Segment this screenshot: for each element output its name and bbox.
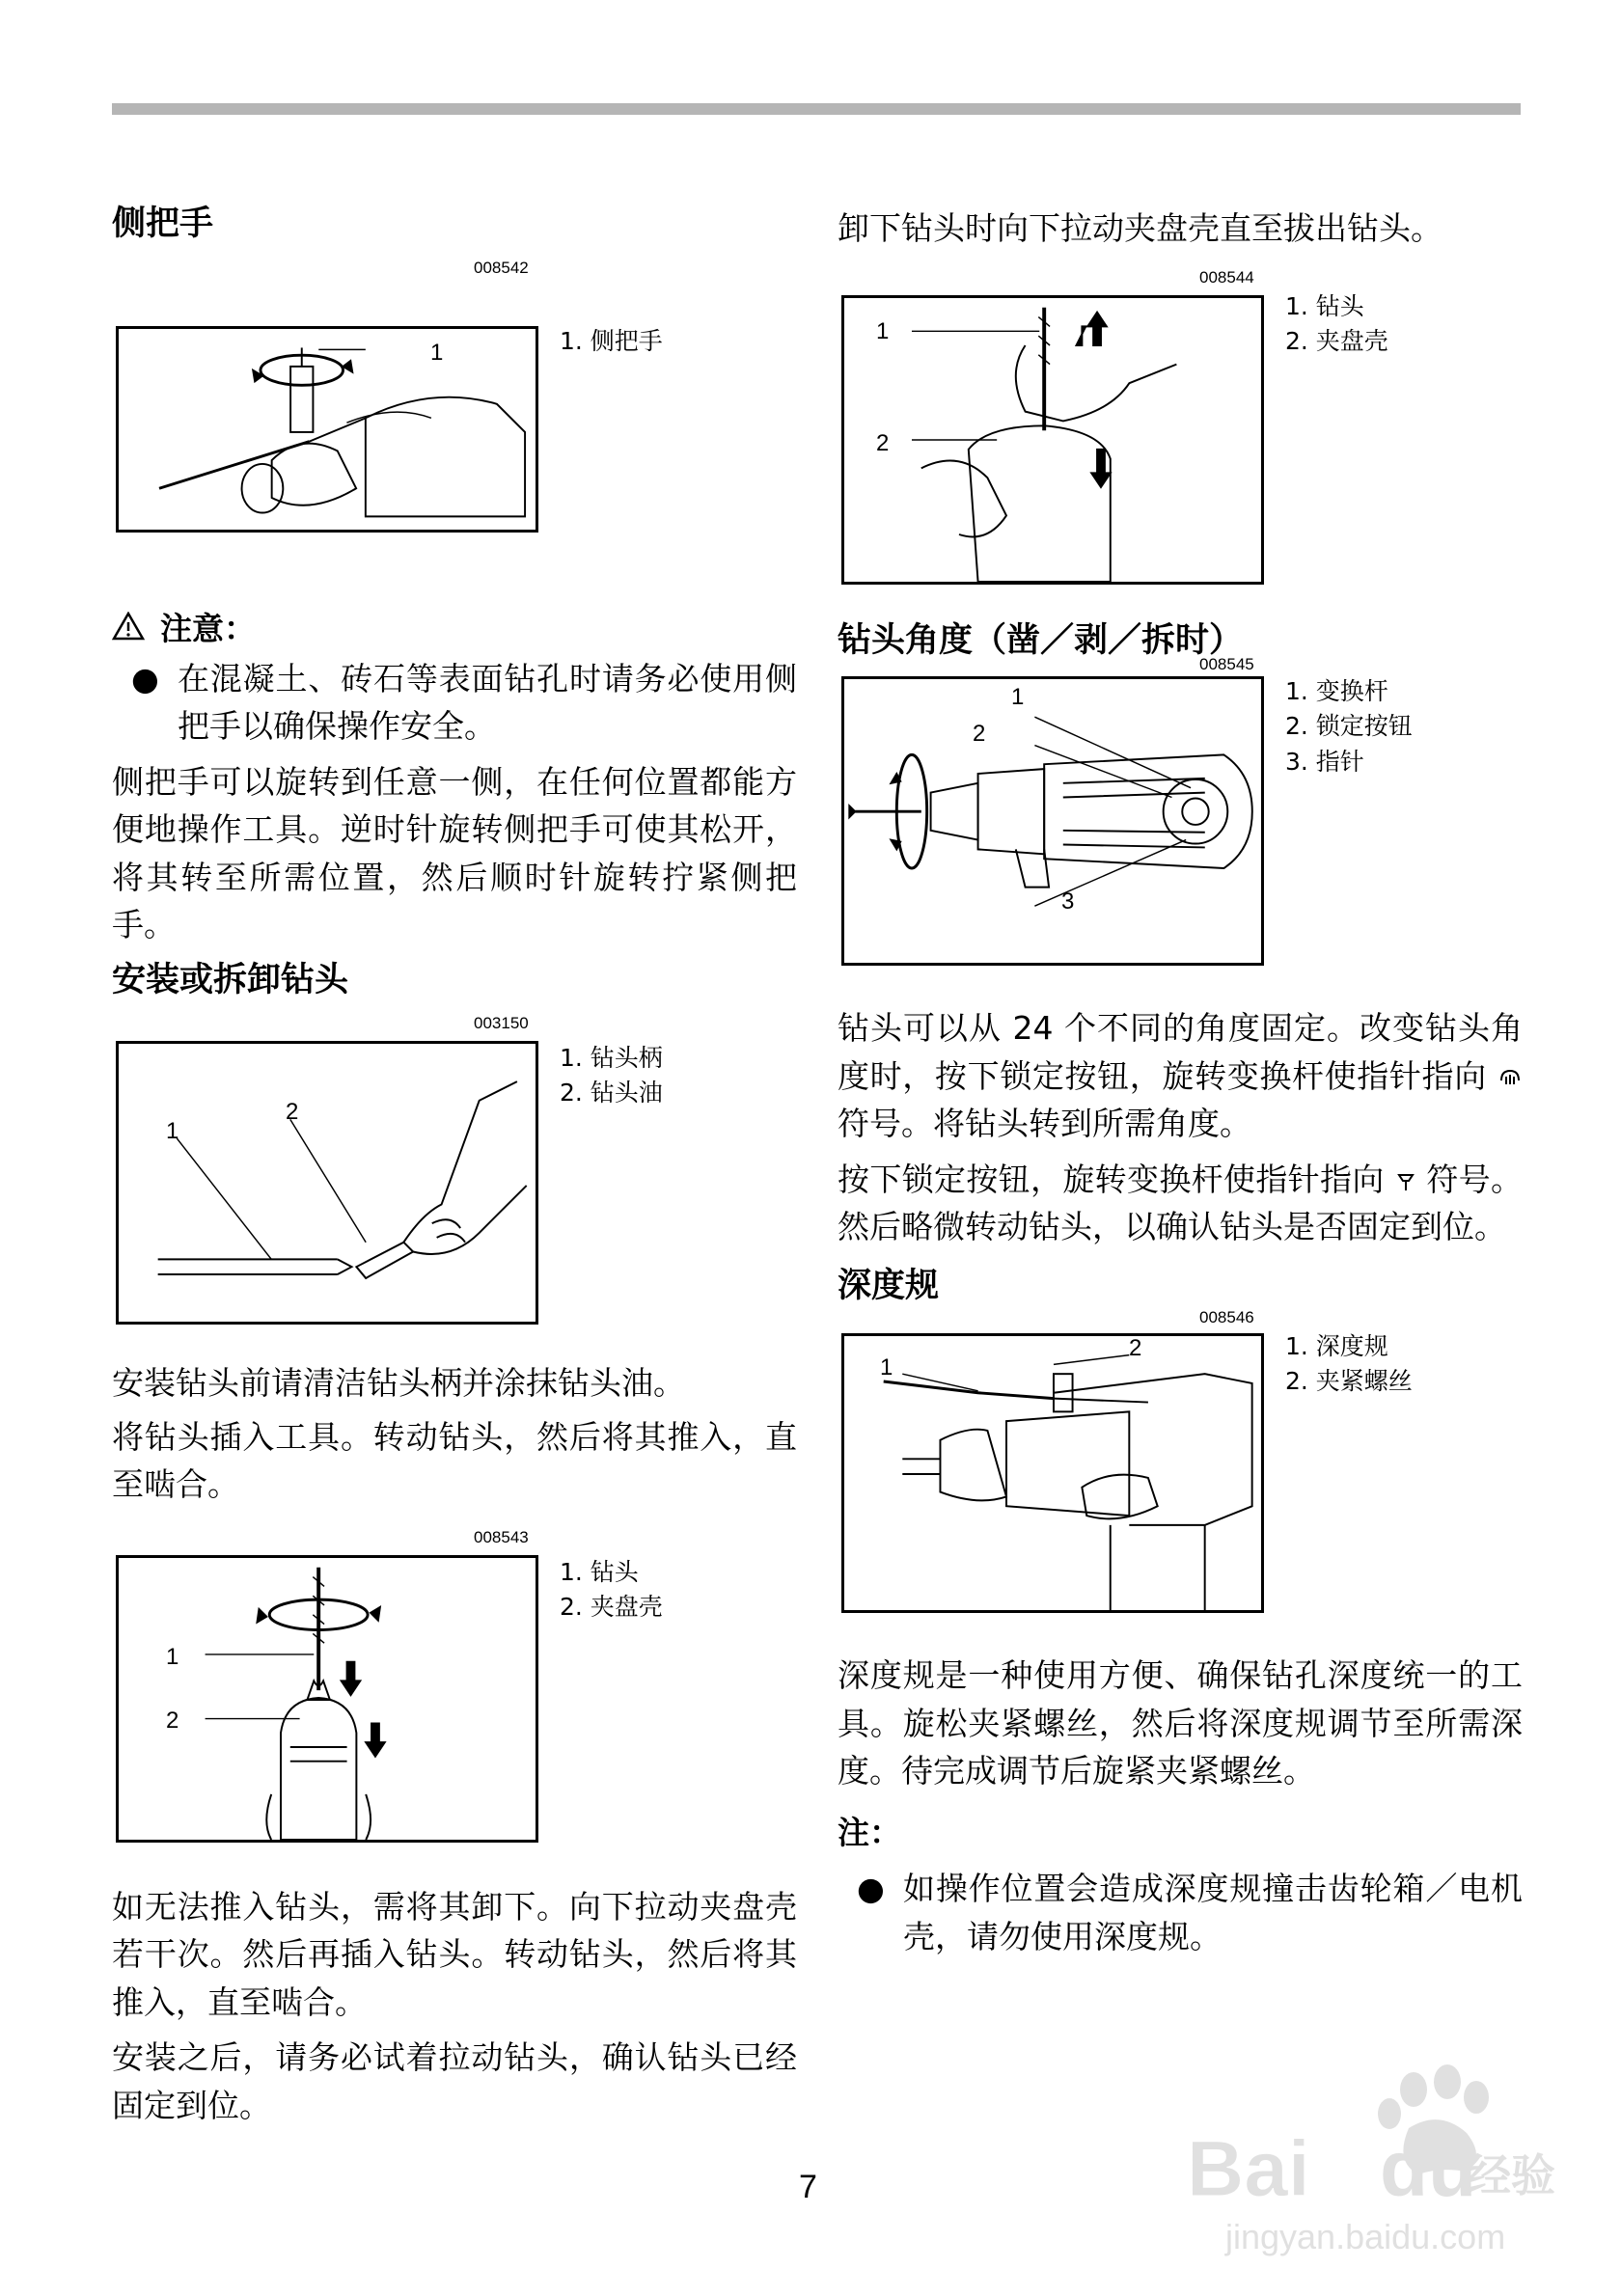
figure-code: 008546: [1199, 1308, 1254, 1326]
bullet-icon: ●: [131, 659, 159, 697]
caution-item: [112, 655, 797, 751]
install-paragraph-1: 安装钻头前请清洁钻头柄并涂抹钻头油。: [112, 1364, 685, 1402]
depth-illustration: [841, 1333, 1264, 1613]
rotation-symbol-icon: [1497, 1067, 1523, 1088]
legend-item: 1. 钻头柄: [560, 1044, 663, 1072]
chuck-figure: [112, 1509, 797, 1856]
legend-item: 1. 钻头: [560, 1557, 639, 1586]
figure-code: 008544: [1199, 267, 1254, 287]
watermark-url: jingyan.baidu.com: [1225, 2217, 1506, 2256]
figure-code: 008543: [474, 1527, 529, 1546]
note-list: [838, 1865, 1523, 1960]
figure-code: 008542: [474, 258, 529, 277]
caution-heading: [112, 604, 797, 649]
right-column: [838, 203, 1523, 1960]
install-heading: 安装或拆卸钻头: [112, 960, 349, 999]
callout-1: 1: [880, 1354, 893, 1380]
callout-1: 1: [876, 317, 890, 344]
legend-item: 2. 夹紧螺丝: [1285, 1367, 1413, 1396]
bit-shank-illustration: [116, 1041, 538, 1325]
depth-paragraph: 深度规是一种使用方便、确保钻孔深度统一的工具。旋松夹紧螺丝，然后将深度规调节至所需深度。待完成调节后旋紧夹紧螺丝。: [838, 1656, 1523, 1790]
angle-paragraph-1: [838, 1004, 1523, 1148]
callout-1: 1: [1011, 684, 1025, 710]
legend-item: 1. 深度规: [1285, 1332, 1388, 1360]
remove-figure: [838, 253, 1523, 600]
angle-text: 按下锁定按钮，旋转变换杆使指针指向: [838, 1160, 1385, 1198]
note-item: [838, 1865, 1523, 1960]
install-legend: [560, 1041, 663, 1111]
depth-heading: 深度规: [838, 1266, 940, 1305]
legend-item: 2. 夹盘壳: [560, 1592, 663, 1621]
callout-3: 3: [1061, 888, 1075, 915]
chuck-legend: [560, 1555, 663, 1626]
callout-2: 2: [286, 1099, 299, 1125]
figure-code: 003150: [474, 1014, 529, 1032]
angle-figure: [838, 655, 1523, 981]
depth-figure: [838, 1308, 1523, 1626]
page-number: 7: [799, 2169, 817, 2205]
caution-title: 注意：: [160, 609, 256, 647]
side-handle-description: 侧把手可以旋转到任意一侧，在任何位置都能方便地操作工具。逆时针旋转侧把手可使其松开，将其转至所需位置，然后顺时针旋转拧紧侧把手。: [112, 762, 797, 943]
note-heading: 注：: [838, 1813, 901, 1851]
angle-paragraph-2: [838, 1156, 1523, 1251]
angle-illustration: [841, 676, 1264, 966]
callout-1: 1: [166, 1118, 179, 1144]
callout-2: 2: [876, 429, 890, 456]
legend-item: 1. 变换杆: [1285, 677, 1388, 705]
callout-2: 2: [166, 1707, 179, 1734]
watermark-brand-2: du: [1380, 2125, 1477, 2213]
caution-text: 在混凝土、砖石等表面钻孔时请务必使用侧把手以确保操作安全。: [178, 659, 797, 745]
lock-symbol-icon: [1395, 1169, 1416, 1192]
watermark-brand: Bai: [1187, 2125, 1310, 2213]
legend-item: 2. 锁定按钮: [1285, 712, 1413, 741]
legend-item: 3. 指针: [1285, 747, 1364, 776]
depth-legend: [1285, 1329, 1413, 1400]
side-handle-figure: [112, 247, 797, 565]
callout-2: 2: [1129, 1335, 1142, 1361]
watermark-cn: 经验: [1467, 2149, 1555, 2201]
remove-illustration: [841, 295, 1264, 585]
angle-text: 钻头可以从 24 个不同的角度固定。改变钻头角度时，按下锁定按钮，旋转变换杆使指针指向: [838, 1009, 1523, 1095]
warning-triangle-icon: [112, 612, 145, 641]
callout-1: 1: [430, 339, 444, 366]
note-text: 如操作位置会造成深度规撞击齿轮箱／电机壳，请勿使用深度规。: [903, 1870, 1523, 1955]
angle-text-end: 符号。将钻头转到所需角度。: [838, 1105, 1251, 1142]
side-handle-legend: [560, 324, 663, 359]
install-paragraph-2: 将钻头插入工具。转动钻头，然后将其推入，直至啮合。: [112, 1417, 797, 1503]
header-rule: [112, 103, 1521, 115]
reinsert-paragraph: 如无法推入钻头，需将其卸下。向下拉动夹盘壳若干次。然后再插入钻头。转动钻头，然后将其推入，直至啮合。: [112, 1887, 797, 2021]
chuck-illustration: [116, 1555, 538, 1843]
bullet-icon: ●: [857, 1870, 885, 1908]
angle-text-end: 符号。然后略微转动钻头，以确认钻头是否固定到位。: [838, 1160, 1523, 1245]
side-handle-illustration: [116, 326, 538, 533]
legend-item: 2. 夹盘壳: [1285, 326, 1388, 355]
install-figure: [112, 1002, 797, 1359]
callout-1: 1: [166, 1643, 179, 1670]
angle-heading: 钻头角度（凿／剥／拆时）: [838, 620, 1244, 660]
figure-code: 008545: [1199, 655, 1254, 673]
side-handle-heading: 侧把手: [112, 205, 214, 243]
callout-2: 2: [973, 721, 986, 747]
left-column: [112, 203, 797, 2129]
remove-bit-text: 卸下钻头时向下拉动夹盘壳直至拔出钻头。: [838, 209, 1442, 247]
remove-legend: [1285, 289, 1388, 360]
angle-legend: [1285, 674, 1413, 779]
confirm-paragraph: 安装之后，请务必试着拉动钻头，确认钻头已经固定到位。: [112, 2038, 797, 2124]
baidu-jingyan-watermark: [1187, 2061, 1563, 2273]
caution-list: [112, 655, 797, 751]
legend-item: 2. 钻头油: [560, 1079, 663, 1107]
legend-item: 1. 侧把手: [560, 326, 663, 355]
legend-item: 1. 钻头: [1285, 291, 1364, 320]
